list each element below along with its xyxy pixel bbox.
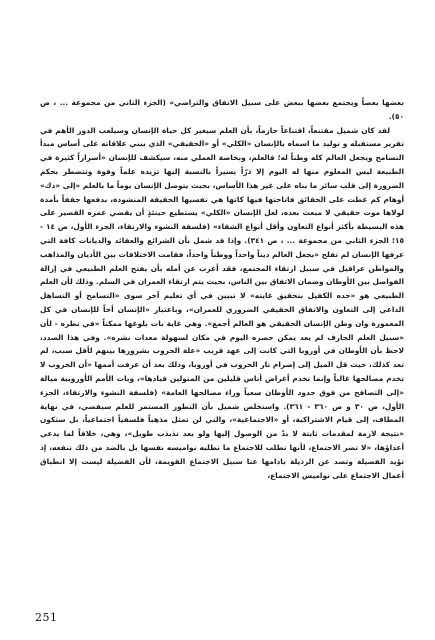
- paragraph-continuation: بعضها بعضاً ويجتمع بعضها ببعض على سبيل الاتفاق والتراضي» (الجزء الثاني من مجموعة ... ، ص ٥٠).: [40, 98, 404, 121]
- page-number: 251: [35, 611, 58, 624]
- paragraph-main: لقد كان شميل مقتنعاً، اقتناعاً حازماً، بأن العلم سيغير كل حياة الإنسان وسيلعب الدور الأهم في تقرير مستقبله و توليد ما اسماه بالإنسان «الكلي» أو «الحقيقي» الذي يبني علاقاته على أساس مبدأ التسامح ويجعل العالم كله وطناً له؛ فالعلم، وبخاصة العملي منه، سيكشف للإنسان «أسراراً كثيرة في الطبيعة ليس المعلوم منها له اليوم إلا ذرّاً يسيراً بالنسبة إليها تزيده علماً وقوة وتتضطر بحكم الضرورة إلى قلب سائر ما بناه على غير هذا الأساس، بحيث يتوصل الإنسان يوماً ما بالعلم «إلى «دك» أوهام كم غطت على الحقائق فاتاحتها فيها كاتها هي تفسيها الحقيقة المنشودة، بدفعها جففاً بأمدة لولاها موت حقيقي لا مبعث بعده، لعل الإنسان «الكلي» يستطيع حينئذٍ أن يقضي عمره القصير على هذه البسيطة بأكثر أنواع التعاون وأقل أنواع الشقاء» (فلسفة النشوء والارتقاء، الجزء الأول، ص ١٤ - ١٥؛ الجزء الثاني من مجموعة ... ، ص ٣٤١). وإذا قد شمل بأن الشرائع والعقائد والديانات كافة التي عرفها الإنسان لم تفلح «بجعل العالم ديناً واحداً ووطناً واحداً، فقامت الاختلافات بين الأديان والمذاهب والمواطن عراقيل في سبيل ارتقاء المجتمع، فقد أعرب عن أمله بأن يفتح العلم الطبيعي في إزالة الفواصل بين الأوطان وضمان الاتفاق بين الناس، بحيث يتم ارتقاء العمران في السلم. وذلك لأن العلم الطبيعي هو «حده الكفيل بتحقيق غايته» لا تبيين في أي تعليم آخر سوى «التسامح أو التساهل الداعي إلى التعاون والاتفاق الحقيقي الضروري للعمران»، وباعتبار «الإنسان أخاً للإنسان في كل المعمورة وان وطن الإنسان الحقيقي هو العالم أجمع». وهي غاية بات بلوغها ممكناً «في نظره - لأن «سبيل العلم الجارف لم يعد يمكن حصره اليوم في مكان لسهولة معدات نشره». وفي هذا الصدد، لاحظ بأن الأوطان في أوروبا التي كانت إلى عهد قريب «علة الحروب بشرورها بينهم لأقل سبب، لم تعد كذلك، حيث قل الميل إلى إضرام نار الحروب في أوروبا، وذلك بعد أن عرفت أممها «أن الحروب لا تخدم مصالحها غالباً وإنما تخدم أغراض أناس قليلين من المتولين قيادها»، وبات الأمم الأوروبية ميالة «إلى التصافح من فوق حدود الأوطان سعياً وراء مصالحها العامة» (فلسفة النشوء والارتقاء، الجزء الأول، ص ٣٠ و ص ٣٦٠ - ٣٦١). واستخلص شميل بأن التطور المستمر للعلم سيفضي، في نهاية المطاف، إلى قيام الاشتراكية، أو «الاجتماعية»، والتي لن تمثل مذهباً فلسفياً اجتماعياً، بل ستكون «نتيجة لازمة لمقدمات ثابتة لا بدّ من الوصول إليها ولو بعد تذبذب طويل»، وهي، خلافاً لما يدعي أعداؤها، «لا تضر الاجتماع، لأنها تطلب للاجتماع ما تطلبه نواميسه نفسها بل بالضد من ذلك تنفعه، إذ تؤيد الفضيلة وتصد عن الرذيلة بادامها عنا سبيل الاجتماع القويمة، لأن الفضيلة ليست إلا انطباق أعمال الاجتماع على نواميس الاجتماع،: [40, 125, 404, 480]
- body-text: [40, 96, 404, 603]
